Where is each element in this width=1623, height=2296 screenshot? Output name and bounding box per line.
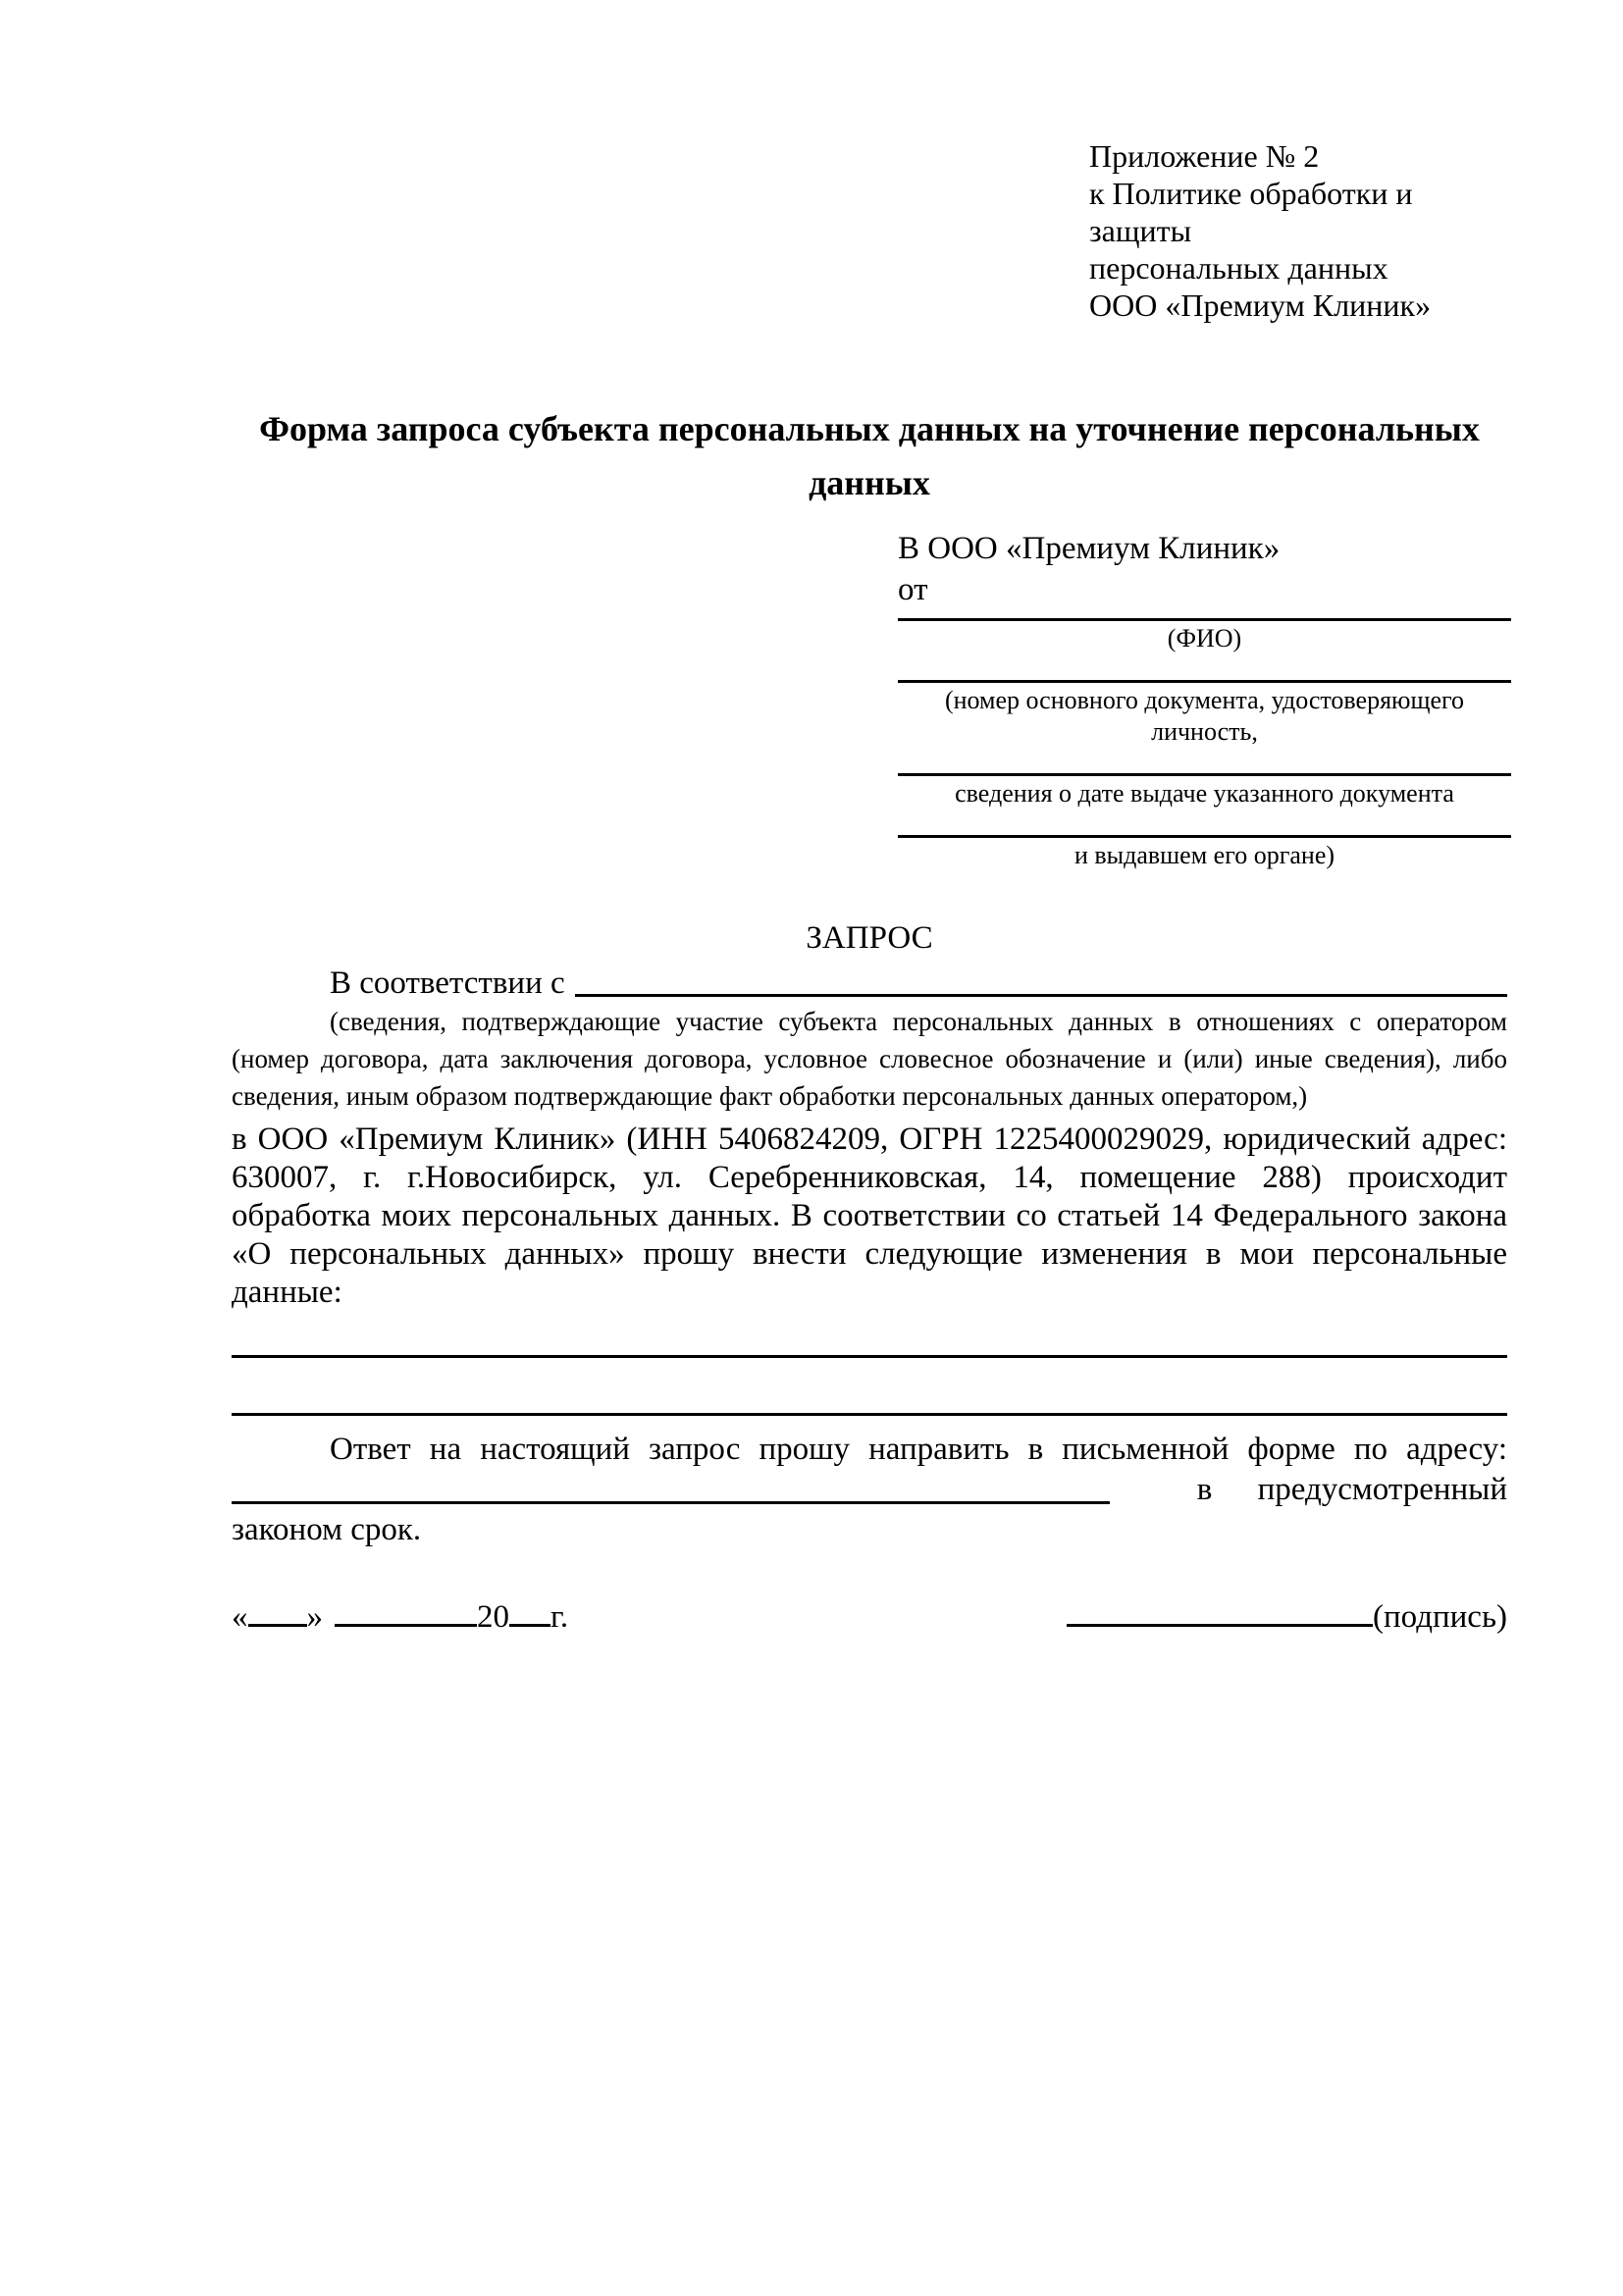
annex-line-3: персональных данных bbox=[1089, 250, 1388, 286]
issue-date-field bbox=[898, 773, 1511, 809]
issue-date-caption: сведения о дате выдаче указанного документа bbox=[955, 779, 1454, 808]
document-number-caption: (номер основного документа, удостоверяющего личность, bbox=[944, 686, 1465, 746]
fio-field bbox=[898, 618, 1511, 654]
document-title: Форма запроса субъекта персональных данных на уточнение персональных данных bbox=[259, 409, 1480, 502]
reply-middle: в предусмотренный bbox=[1196, 1472, 1507, 1507]
signature-row bbox=[232, 1594, 1507, 1637]
signature-group bbox=[1067, 1594, 1507, 1637]
changes-blank-line-2 bbox=[232, 1413, 1507, 1416]
fio-caption: (ФИО) bbox=[1167, 624, 1242, 652]
date-day-blank-line bbox=[248, 1594, 307, 1627]
accordance-lead: В соответствии с bbox=[330, 965, 565, 1001]
reply-address-row bbox=[232, 1469, 1507, 1510]
addressee-block bbox=[898, 528, 1511, 871]
addressee-from: от bbox=[898, 572, 928, 607]
changes-blank-line-1 bbox=[232, 1355, 1507, 1358]
reply-paragraph bbox=[232, 1430, 1507, 1549]
document-number-field bbox=[898, 680, 1511, 748]
signature-blank-line bbox=[1067, 1594, 1373, 1627]
addressee-to: В ООО «Премиум Клиник» bbox=[898, 531, 1281, 566]
issuing-authority-caption: и выдавшем его органе) bbox=[1073, 841, 1335, 869]
date-month-blank-line bbox=[335, 1594, 477, 1627]
date-group bbox=[232, 1594, 568, 1637]
annex-block bbox=[1089, 137, 1507, 324]
annex-line-2: к Политике обработки и защиты bbox=[1089, 176, 1413, 248]
accordance-blank-line bbox=[575, 994, 1507, 997]
signature-caption: (подпись) bbox=[1373, 1599, 1507, 1635]
reply-tail: законом срок. bbox=[232, 1512, 422, 1547]
date-year-prefix: 20 bbox=[477, 1599, 509, 1635]
date-close-quote: » bbox=[306, 1599, 323, 1635]
request-heading: ЗАПРОС bbox=[806, 920, 933, 956]
address-blank-line bbox=[232, 1501, 1110, 1504]
date-year-suffix: г. bbox=[550, 1599, 569, 1635]
accordance-note: (сведения, подтверждающие участие субъекта персональных данных в отношениях с оператором (номер договора, дата заключения договора, условное словесное обозначение и (или) иные сведения), либо сведения, иным образом подтверждающие факт обработки персональных данных оператором,) bbox=[232, 1007, 1507, 1111]
date-year-blank-line bbox=[509, 1594, 550, 1627]
issuing-authority-field bbox=[898, 835, 1511, 871]
annex-line-4: ООО «Премиум Клиник» bbox=[1089, 287, 1432, 323]
accordance-row bbox=[232, 964, 1507, 1003]
reply-lead: Ответ на настоящий запрос прошу направить в письменной форме по адресу: bbox=[330, 1432, 1507, 1467]
date-open-quote: « bbox=[232, 1599, 248, 1635]
body-paragraph: в ООО «Премиум Клиник» (ИНН 5406824209, ОГРН 1225400029029, юридический адрес: 630007, г. г.Новосибирск, ул. Серебренниковская, 14, помещение 288) происходит обработка моих персональных данных. В соответствии со статьей 14 Федерального закона «О персональных данных» прошу внести следующие изменения в мои персональные данные: bbox=[232, 1122, 1507, 1310]
annex-line-1: Приложение № 2 bbox=[1089, 138, 1320, 174]
